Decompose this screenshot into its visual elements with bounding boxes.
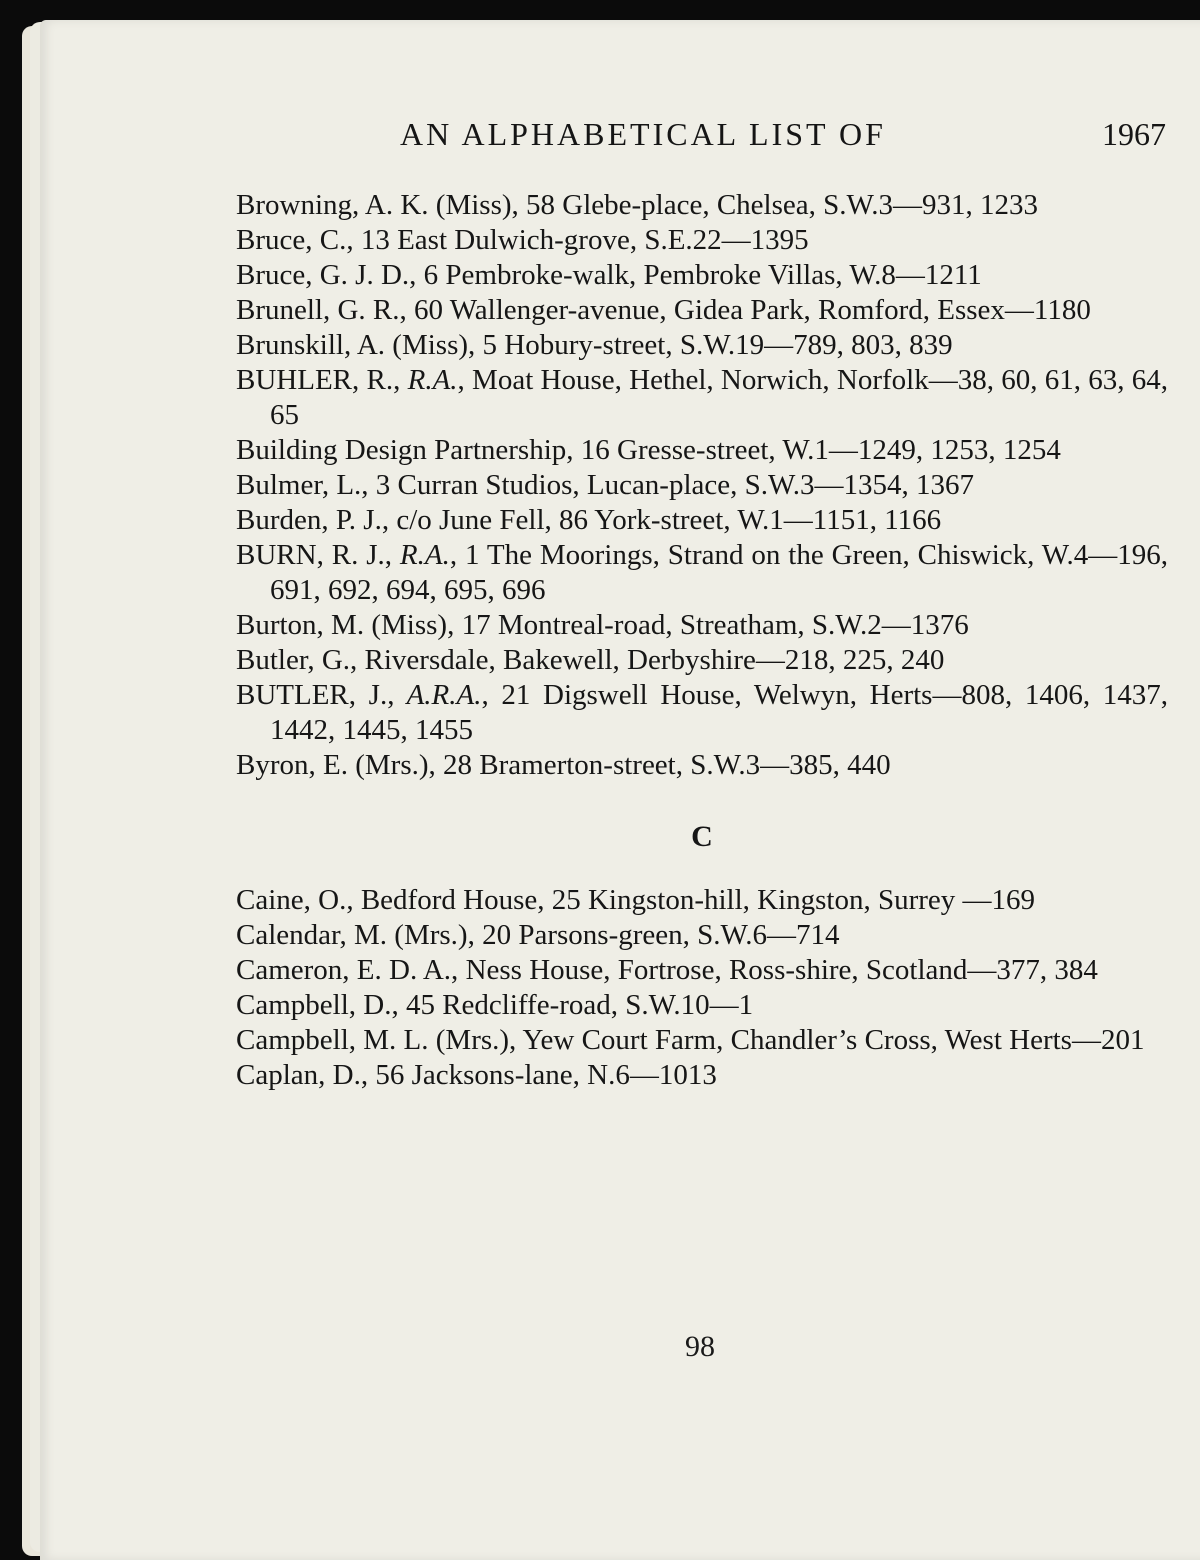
entry-name: Building Design Partnership,	[236, 434, 574, 466]
entry-name: Burden, P. J.,	[236, 504, 390, 536]
entry-name: Bruce, C.,	[236, 224, 354, 256]
directory-entry	[236, 643, 1168, 678]
directory-entry	[236, 608, 1168, 643]
entry-details: , Moat House, Hethel, Norwich, Norfolk—38, 60, 61, 63, 64, 65	[270, 364, 1168, 431]
section-letter: C	[691, 820, 713, 853]
directory-entry	[236, 748, 1168, 783]
entries-section-c	[236, 883, 1168, 1093]
entry-details: 58 Glebe-place, Chelsea, S.W.3—931, 1233	[518, 189, 1038, 221]
directory-entry	[236, 223, 1168, 258]
entry-name: Caplan, D.,	[236, 1059, 369, 1091]
entry-name: Caine, O.,	[236, 884, 354, 916]
running-head	[400, 116, 1170, 156]
entry-name: BUHLER, R.,	[236, 364, 401, 396]
directory-entries	[236, 188, 1168, 1093]
entry-details: Yew Court Farm, Chandler’s Cross, West Herts—201	[516, 1024, 1145, 1056]
entry-name: Bulmer, L.,	[236, 469, 369, 501]
entry-name: Bruce, G. J. D.,	[236, 259, 417, 291]
directory-entry	[236, 678, 1168, 748]
directory-entry	[236, 258, 1168, 293]
entry-details: 20 Parsons-green, S.W.6—714	[474, 919, 840, 951]
entry-details: c/o June Fell, 86 York-street, W.1—1151, 1166	[389, 504, 942, 536]
entry-name: Browning, A. K. (Miss),	[236, 189, 519, 221]
directory-entry	[236, 293, 1168, 328]
entry-name: Butler, G.,	[236, 644, 358, 676]
directory-entry	[236, 503, 1168, 538]
directory-entry	[236, 328, 1168, 363]
directory-entry	[236, 363, 1168, 433]
entry-name: Calendar, M. (Mrs.),	[236, 919, 475, 951]
directory-entry	[236, 468, 1168, 503]
entry-details: Riversdale, Bakewell, Derbyshire—218, 225, 240	[357, 644, 945, 676]
directory-entry	[236, 1023, 1168, 1058]
entries-section-b	[236, 188, 1168, 783]
entry-name: Cameron, E. D. A.,	[236, 954, 459, 986]
directory-entry	[236, 538, 1168, 608]
entry-details: 16 Gresse-street, W.1—1249, 1253, 1254	[573, 434, 1061, 466]
entry-name: Campbell, M. L. (Mrs.),	[236, 1024, 517, 1056]
entry-details: , 1 The Moorings, Strand on the Green, Chiswick, W.4—196, 691, 692, 694, 695, 696	[270, 539, 1168, 606]
entry-details: 6 Pembroke-walk, Pembroke Villas, W.8—1211	[416, 259, 982, 291]
entry-honour: R.A.	[392, 539, 450, 571]
directory-entry	[236, 883, 1168, 918]
entry-name: BUTLER, J.,	[236, 679, 395, 711]
entry-name: BURN, R. J.,	[236, 539, 392, 571]
directory-entry	[236, 988, 1168, 1023]
running-head-year: 1967	[1102, 116, 1166, 152]
entry-details: 28 Bramerton-street, S.W.3—385, 440	[435, 749, 891, 781]
entry-honour: R.A.	[400, 364, 458, 396]
directory-entry	[236, 953, 1168, 988]
directory-entry	[236, 1058, 1168, 1093]
entry-details: 45 Redcliffe-road, S.W.10—1	[398, 989, 754, 1021]
entry-name: Brunskill, A. (Miss),	[236, 329, 476, 361]
directory-entry	[236, 433, 1168, 468]
directory-entry	[236, 918, 1168, 953]
entry-details: Bedford House, 25 Kingston-hill, Kingston, Surrey —169	[353, 884, 1036, 916]
entry-details: 60 Wallenger-avenue, Gidea Park, Romford, Essex—1180	[406, 294, 1091, 326]
entry-details: Ness House, Fortrose, Ross-shire, Scotland—377, 384	[458, 954, 1098, 986]
running-head-title: AN ALPHABETICAL LIST OF	[400, 116, 886, 152]
entry-name: Campbell, D.,	[236, 989, 399, 1021]
entry-name: Burton, M. (Miss),	[236, 609, 455, 641]
entry-details: 56 Jacksons-lane, N.6—1013	[368, 1059, 717, 1091]
entry-name: Byron, E. (Mrs.),	[236, 749, 436, 781]
directory-entry	[236, 188, 1168, 223]
entry-details: 5 Hobury-street, S.W.19—789, 803, 839	[475, 329, 953, 361]
page-number: 98	[685, 1330, 715, 1363]
entry-name: Brunell, G. R.,	[236, 294, 407, 326]
entry-details: 3 Curran Studios, Lucan-place, S.W.3—1354, 1367	[368, 469, 974, 501]
entry-details: , 21 Digswell House, Welwyn, Herts—808, 1406, 1437, 1442, 1445, 1455	[270, 679, 1168, 746]
entry-details: 17 Montreal-road, Streatham, S.W.2—1376	[454, 609, 969, 641]
entry-details: 13 East Dulwich-grove, S.E.22—1395	[353, 224, 809, 256]
entry-honour: A.R.A.	[394, 679, 482, 711]
